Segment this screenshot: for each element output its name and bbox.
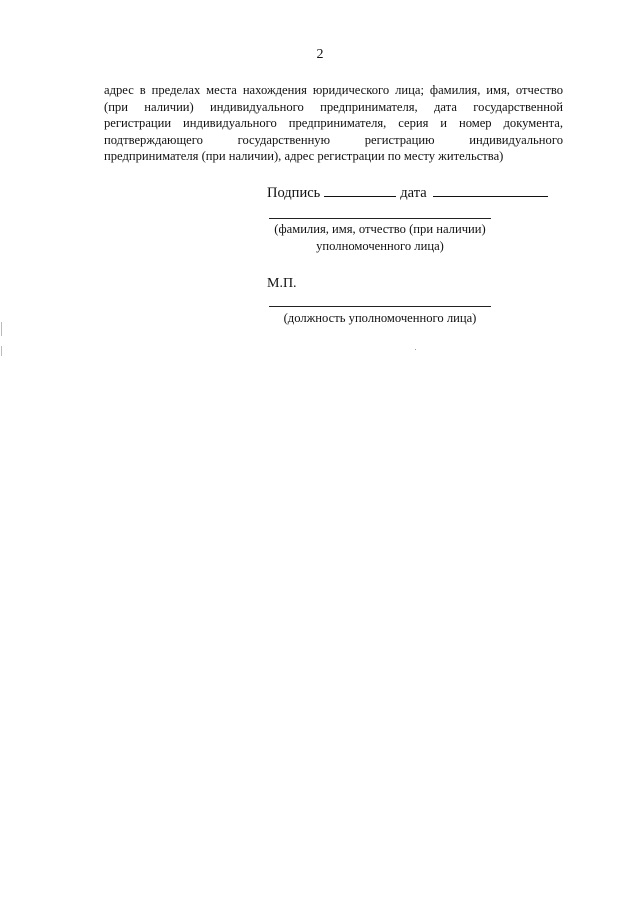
scan-margin-mark [1,322,2,336]
scan-margin-mark [1,346,2,356]
signature-date-row [267,184,548,202]
page-number: 2 [316,47,324,62]
position-blank-line [269,306,491,307]
name-caption-line-2: уполномоченного лица) [316,239,444,253]
signature-label: Подпись [267,185,321,201]
name-caption [250,221,510,255]
scan-speck [415,349,416,350]
name-blank-line [269,218,491,219]
body-paragraph: адрес в пределах места нахождения юридического лица; фамилия, имя, отчество (при наличии) индивидуального предпринимателя, дата государственной регистрации индивидуального предпринимателя, серия и номер документа, подтверждающего государственную регистрацию индивидуального предпринимателя (при наличии), адрес регистрации по месту жительства) [104,83,563,163]
stamp-label: М.П. [267,276,297,291]
signature-blank-line [324,184,396,197]
position-caption: (должность уполномоченного лица) [283,311,477,325]
date-blank-line [433,184,548,197]
date-label: дата [400,185,427,201]
name-caption-line-1: (фамилия, имя, отчество (при наличии) [274,222,486,236]
